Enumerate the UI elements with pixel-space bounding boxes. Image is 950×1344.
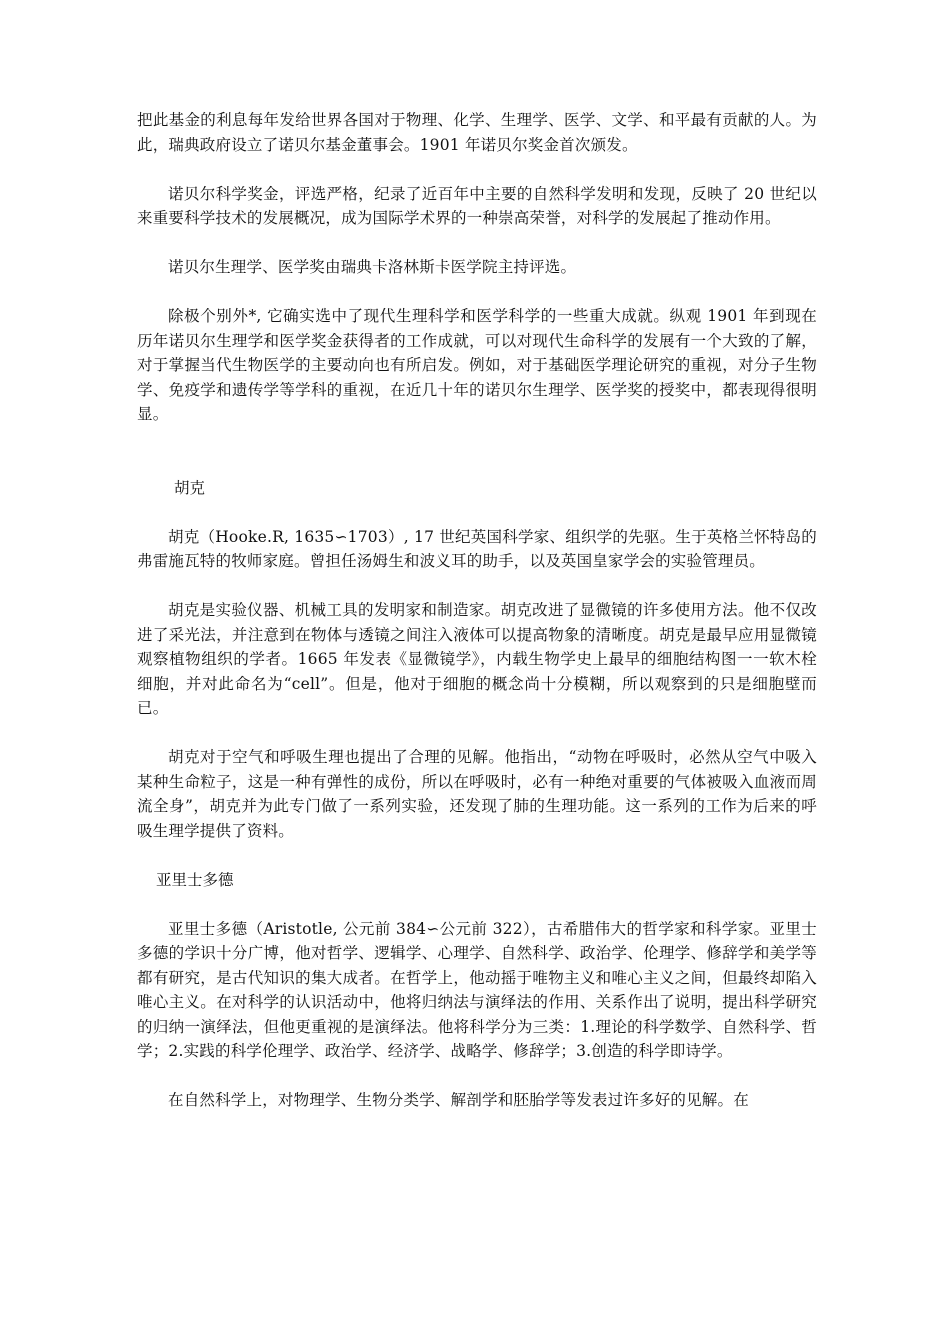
paragraph-aristotle-bio: 亚里士多德（Aristotle, 公元前 384∽公元前 322），古希腊伟大的哲学家和科学家。亚里士多德的学识十分广博，他对哲学、逻辑学、心理学、自然科学、政治学、伦理学、修辞学和美学等都有研究，是古代知识的集大成者。在哲学上，他动摇于唯物主义和唯心主义之间，但最终却陷入唯心主义。在对科学的认识活动中，他将归纳法与演绎法的作用、关系作出了说明，提出科学研究的归纳一演绎法，但他更重视的是演绎法。他将科学分为三类：1.理论的科学数学、自然科学、哲学；2.实践的科学伦理学、政治学、经济学、战略学、修辞学；3.创造的科学即诗学。: [137, 919, 817, 1060]
paragraph-gap: [137, 574, 817, 599]
paragraph-gap: [137, 843, 817, 868]
paragraph-gap: [137, 280, 817, 305]
paragraph-hooke-respiration: 胡克对于空气和呼吸生理也提出了合理的见解。他指出，“动物在呼吸时，必然从空气中吸入某种生命粒子，这是一种有弹性的成份，所以在呼吸时，必有一种绝对重要的气体被吸入血液而周流全身”，胡克并为此专门做了一系列实验，还发现了肺的生理功能。这一系列的工作为后来的呼吸生理学提供了资料。: [137, 748, 817, 840]
paragraph-nobel-fund: 把此基金的利息每年发给世界各国对于物理、化学、生理学、医学、文学、和平最有贡献的人。为此，瑞典政府设立了诺贝尔基金董事会。1901 年诺贝尔奖金首次颁发。: [137, 111, 817, 154]
section-heading-hooke: 胡克: [174, 478, 206, 497]
paragraph-gap: [137, 500, 817, 525]
paragraph-nobel-medicine-selection: 诺贝尔生理学、医学奖由瑞典卡洛林斯卡医学院主持评选。: [168, 258, 577, 276]
paragraph-nobel-science-prize: 诺贝尔科学奖金，评选严格，纪录了近百年中主要的自然科学发明和发现，反映了 20 世纪以来重要科学技术的发展概况，成为国际学术界的一种崇高荣誉，对科学的发展起了推动作用。: [137, 184, 817, 227]
paragraph-aristotle-science: 在自然科学上，对物理学、生物分类学、解剖学和胚胎学等发表过许多好的见解。在: [168, 1091, 749, 1109]
paragraph-hooke-bio: 胡克（Hooke.R, 1635∽1703）, 17 世纪英国科学家、组织学的先驱。生于英格兰怀特岛的弗雷施瓦特的牧师家庭。曾担任汤姆生和波义耳的助手，以及英国皇家学会的实验管理员。: [137, 527, 817, 570]
section-heading-aristotle: 亚里士多德: [156, 870, 234, 889]
paragraph-gap: [137, 721, 817, 746]
paragraph-hooke-microscope: 胡克是实验仪器、机械工具的发明家和制造家。胡克改进了显微镜的许多使用方法。他不仅改进了采光法，并注意到在物体与透镜之间注入液体可以提高物象的清晰度。胡克是最早应用显微镜观察植物组织的学者。1665 年发表《显微镜学》，内载生物学史上最早的细胞结构图一一软木栓细胞，并对此命名为“cell”。但是，他对于细胞的概念尚十分模糊，所以观察到的只是细胞壁而已。: [137, 601, 817, 717]
section-gap: [137, 427, 817, 476]
document-page: [137, 108, 817, 1113]
paragraph-nobel-achievements: 除极个别外*, 它确实选中了现代生理科学和医学科学的一些重大成就。纵观 1901 年到现在历年诺贝尔生理学和医学奖金获得者的工作成就，可以对现代生命科学的发展有一个大致的了解，对于掌握当代生物医学的主要动向也有所启发。例如，对于基础医学理论研究的重视，对分子生物学、免疫学和遗传学等学科的重视，在近几十年的诺贝尔生理学、医学奖的授奖中，都表现得很明显。: [137, 307, 817, 423]
paragraph-gap: [137, 157, 817, 182]
paragraph-gap: [137, 231, 817, 256]
paragraph-gap: [137, 1064, 817, 1089]
paragraph-gap: [137, 892, 817, 917]
